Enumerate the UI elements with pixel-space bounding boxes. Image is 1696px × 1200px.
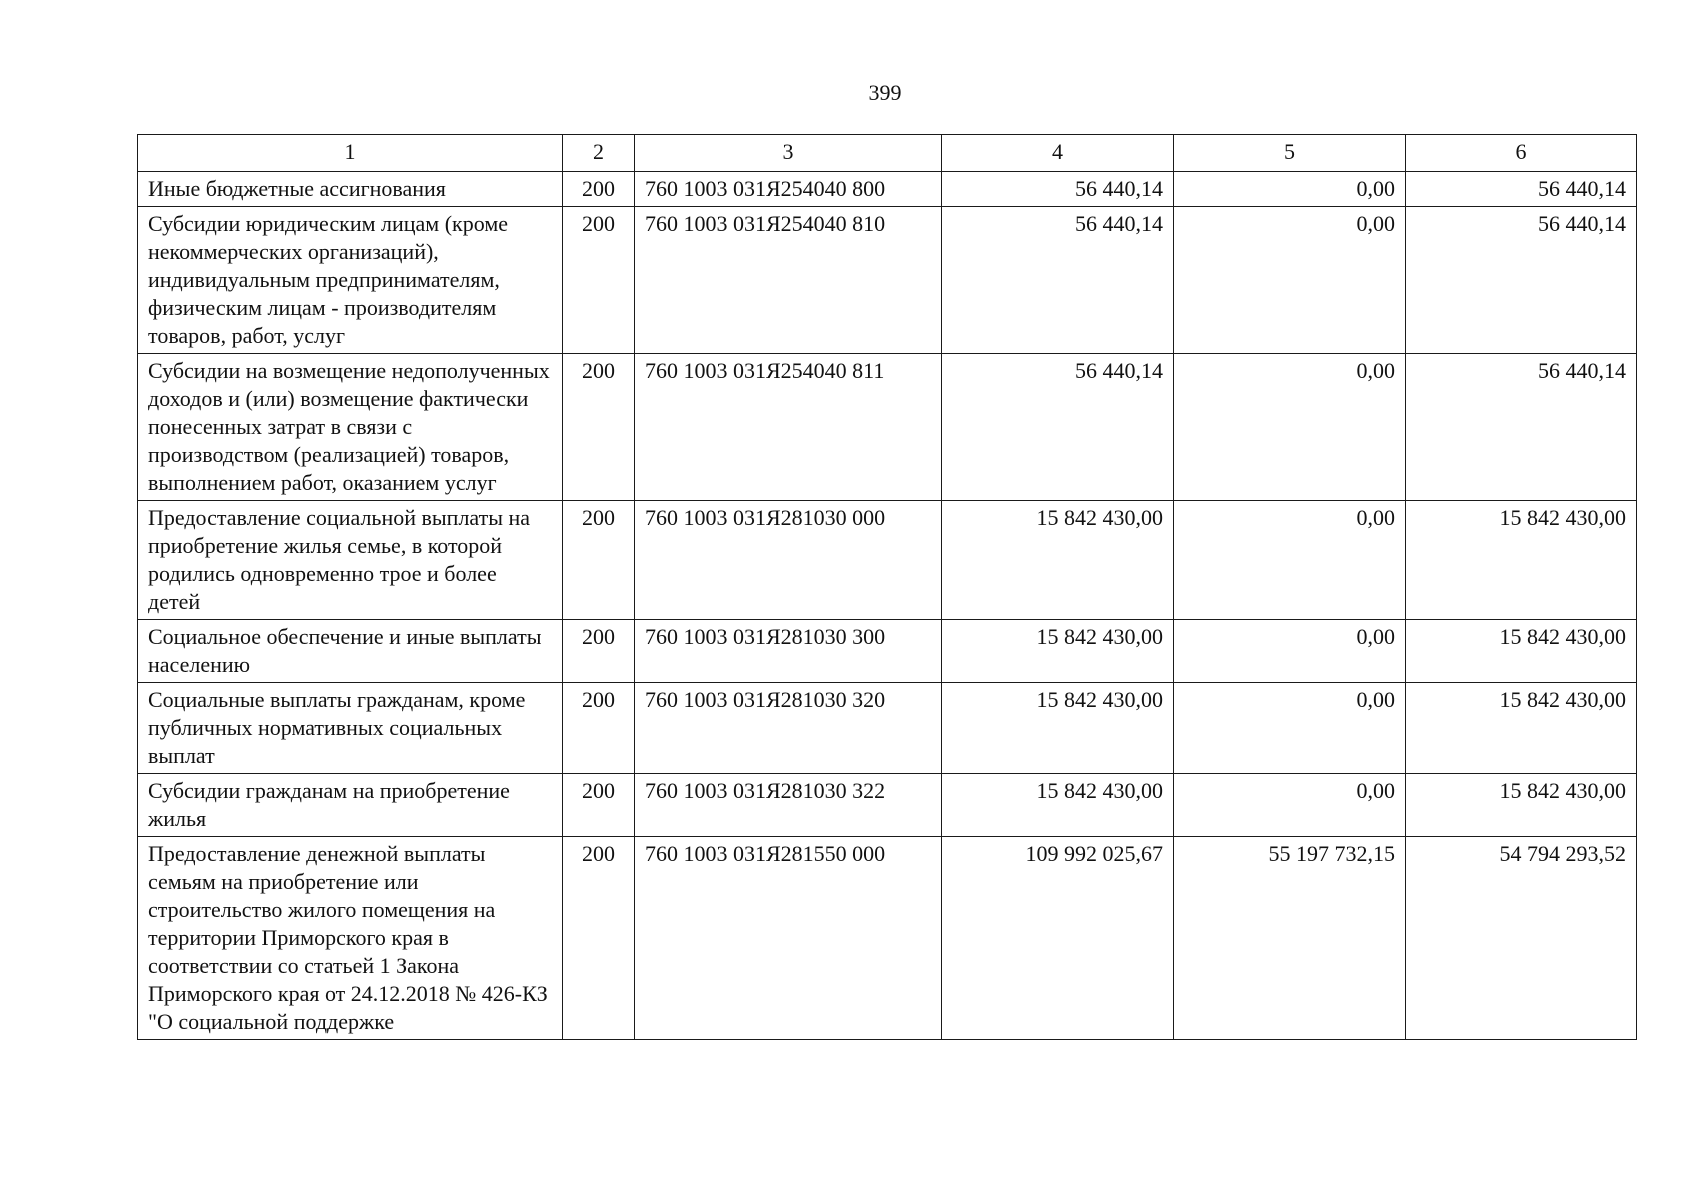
row-ver: 200 xyxy=(563,620,635,683)
row-col4: 15 842 430,00 xyxy=(942,683,1174,774)
col-header-1: 1 xyxy=(138,135,563,172)
row-ver: 200 xyxy=(563,774,635,837)
table-row xyxy=(138,683,1637,774)
table-row xyxy=(138,172,1637,207)
row-col4: 15 842 430,00 xyxy=(942,620,1174,683)
header-row xyxy=(138,135,1637,172)
row-code: 760 1003 031Я281030 320 xyxy=(635,683,942,774)
row-name: Предоставление социальной выплаты на приобретение жилья семье, в которой родились одновременно трое и более детей xyxy=(138,501,563,620)
row-col4: 56 440,14 xyxy=(942,207,1174,354)
row-ver: 200 xyxy=(563,501,635,620)
row-col4: 56 440,14 xyxy=(942,354,1174,501)
col-header-3: 3 xyxy=(635,135,942,172)
table-row xyxy=(138,501,1637,620)
row-code: 760 1003 031Я254040 810 xyxy=(635,207,942,354)
row-ver: 200 xyxy=(563,837,635,1040)
row-col6: 15 842 430,00 xyxy=(1406,501,1637,620)
col-header-4: 4 xyxy=(942,135,1174,172)
col-header-6: 6 xyxy=(1406,135,1637,172)
row-name: Предоставление денежной выплаты семьям на приобретение или строительство жилого помещения на территории Приморского края в соответствии со статьей 1 Закона Приморского края от 24.12.2018 № 426-КЗ "О социальной поддержке xyxy=(138,837,563,1040)
row-col5: 0,00 xyxy=(1174,620,1406,683)
row-name: Социальные выплаты гражданам, кроме публичных нормативных социальных выплат xyxy=(138,683,563,774)
row-col6: 15 842 430,00 xyxy=(1406,683,1637,774)
row-name: Социальное обеспечение и иные выплаты населению xyxy=(138,620,563,683)
row-col6: 56 440,14 xyxy=(1406,172,1637,207)
row-col4: 56 440,14 xyxy=(942,172,1174,207)
col-header-2: 2 xyxy=(563,135,635,172)
row-col5: 0,00 xyxy=(1174,683,1406,774)
table-row xyxy=(138,774,1637,837)
budget-table xyxy=(137,134,1637,1040)
row-name: Субсидии юридическим лицам (кроме некоммерческих организаций), индивидуальным предпринимателям, физическим лицам - производителям товаров, работ, услуг xyxy=(138,207,563,354)
row-ver: 200 xyxy=(563,172,635,207)
row-code: 760 1003 031Я254040 800 xyxy=(635,172,942,207)
row-col6: 56 440,14 xyxy=(1406,354,1637,501)
table-row xyxy=(138,837,1637,1040)
row-col4: 15 842 430,00 xyxy=(942,501,1174,620)
row-col6: 15 842 430,00 xyxy=(1406,774,1637,837)
row-code: 760 1003 031Я281030 300 xyxy=(635,620,942,683)
row-col6: 15 842 430,00 xyxy=(1406,620,1637,683)
table-row xyxy=(138,207,1637,354)
row-name: Иные бюджетные ассигнования xyxy=(138,172,563,207)
row-col4: 15 842 430,00 xyxy=(942,774,1174,837)
row-ver: 200 xyxy=(563,207,635,354)
row-col5: 0,00 xyxy=(1174,354,1406,501)
row-code: 760 1003 031Я281030 322 xyxy=(635,774,942,837)
row-code: 760 1003 031Я254040 811 xyxy=(635,354,942,501)
row-name: Субсидии на возмещение недополученных доходов и (или) возмещение фактически понесенных затрат в связи с производством (реализацией) товаров, выполнением работ, оказанием услуг xyxy=(138,354,563,501)
row-col5: 0,00 xyxy=(1174,172,1406,207)
row-ver: 200 xyxy=(563,354,635,501)
row-col5: 0,00 xyxy=(1174,774,1406,837)
page-number: 399 xyxy=(868,80,902,105)
row-name: Субсидии гражданам на приобретение жилья xyxy=(138,774,563,837)
col-header-5: 5 xyxy=(1174,135,1406,172)
table-row xyxy=(138,354,1637,501)
row-col4: 109 992 025,67 xyxy=(942,837,1174,1040)
row-col5: 0,00 xyxy=(1174,501,1406,620)
row-col5: 55 197 732,15 xyxy=(1174,837,1406,1040)
row-ver: 200 xyxy=(563,683,635,774)
row-code: 760 1003 031Я281550 000 xyxy=(635,837,942,1040)
table-row xyxy=(138,620,1637,683)
row-col6: 54 794 293,52 xyxy=(1406,837,1637,1040)
row-col6: 56 440,14 xyxy=(1406,207,1637,354)
row-col5: 0,00 xyxy=(1174,207,1406,354)
row-code: 760 1003 031Я281030 000 xyxy=(635,501,942,620)
